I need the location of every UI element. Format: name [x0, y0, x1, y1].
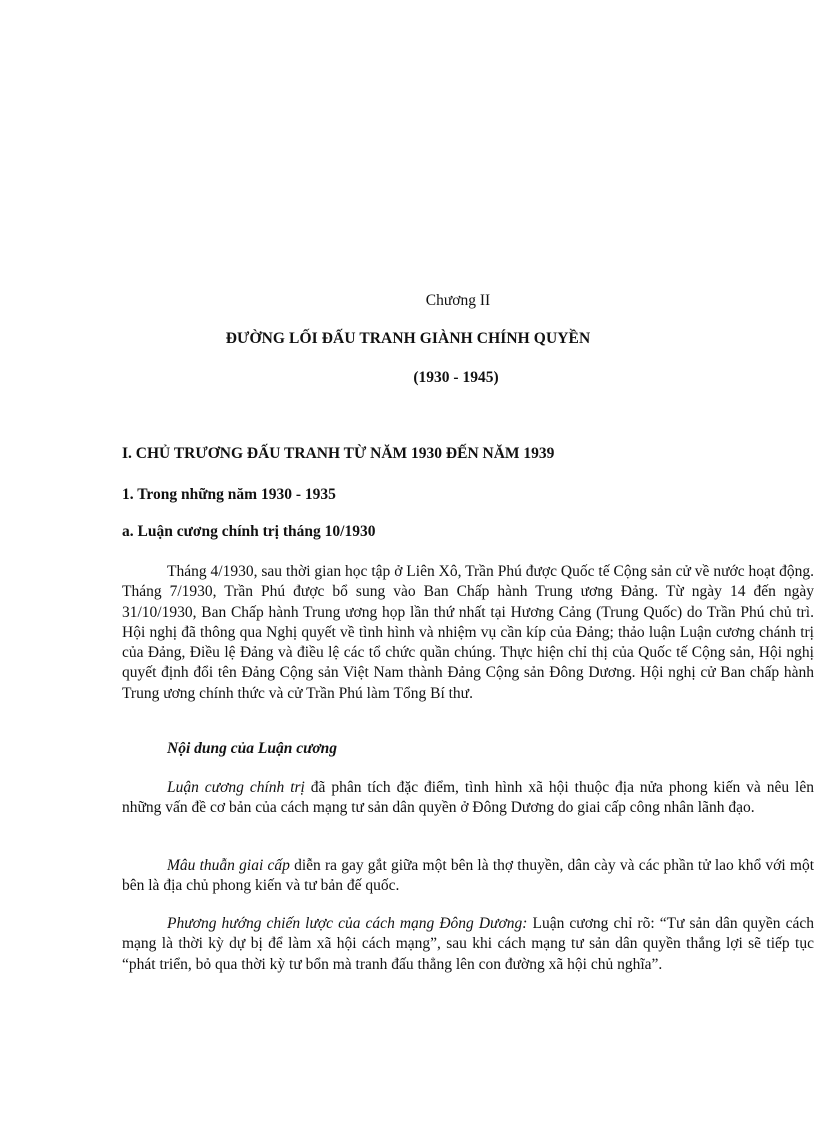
content-heading: Nội dung của Luận cương	[167, 740, 338, 757]
paragraph-lead-term: Phương hướng chiến lược của cách mạng Đông Dương:	[167, 915, 528, 932]
chapter-label: Chương II	[425, 292, 491, 309]
paragraph-text: đã phân tích đặc điểm, tình hình xã hội thuộc địa nửa phong kiến và nêu lên những vấn đề cơ bản của cách mạng tư sản dân quyền ở Đông Dương do giai cấp công nhân lãnh đạo.	[122, 779, 814, 817]
paragraph-lead-term: Luận cương chính trị	[167, 779, 305, 796]
chapter-title: ĐƯỜNG LỐI ĐẤU TRANH GIÀNH CHÍNH QUYỀN	[225, 330, 591, 347]
intro-paragraph: Tháng 4/1930, sau thời gian học tập ở Liên Xô, Trần Phú được Quốc tế Cộng sản cử về nước hoạt động. Tháng 7/1930, Trần Phú được bổ sung vào Ban Chấp hành Trung ương Đảng. Từ ngày 14 đến ngày 31/10/1930, Ban Chấp hành Trung ương họp lần thứ nhất tại Hương Cảng (Trung Quốc) do Trần Phú chủ trì. Hội nghị đã thông qua Nghị quyết về tình hình và nhiệm vụ cần kíp của Đảng; thảo luận Luận cương chánh trị của Đảng, Điều lệ Đảng và điều lệ các tổ chức quần chúng. Thực hiện chỉ thị của Quốc tế Cộng sản, Hội nghị quyết định đổi tên Đảng Cộng sản Việt Nam thành Đảng Cộng sản Đông Dương. Hội nghị cử Ban chấp hành Trung ương chính thức và cử Trần Phú làm Tổng Bí thư.	[122, 563, 814, 702]
section-heading: I. CHỦ TRƯƠNG ĐẤU TRANH TỪ NĂM 1930 ĐẾN NĂM 1939	[122, 445, 555, 462]
paragraph-class-conflict	[122, 856, 814, 897]
paragraph-lead-term: Mâu thuẫn giai cấp	[167, 857, 290, 874]
paragraph-political-thesis	[122, 778, 814, 819]
subsubsection-heading: a. Luận cương chính trị tháng 10/1930	[122, 523, 376, 540]
chapter-years: (1930 - 1945)	[413, 369, 499, 386]
subsection-heading: 1. Trong những năm 1930 - 1935	[122, 486, 336, 503]
paragraph-strategy	[122, 914, 814, 975]
paragraph-text: diễn ra gay gắt giữa một bên là thợ thuyền, dân cày và các phần tử lao khổ với một bên là địa chủ phong kiến và tư bản đế quốc.	[122, 857, 815, 895]
paragraph-text: Luận cương chỉ rõ: “Tư sản dân quyền cách mạng là thời kỳ dự bị để làm xã hội cách mạng”, sau khi cách mạng tư sản dân quyền thắng lợi sẽ tiếp tục “phát triển, bỏ qua thời kỳ tư bổn mà tranh đấu thẳng lên con đường xã hội chủ nghĩa”.	[122, 915, 814, 973]
